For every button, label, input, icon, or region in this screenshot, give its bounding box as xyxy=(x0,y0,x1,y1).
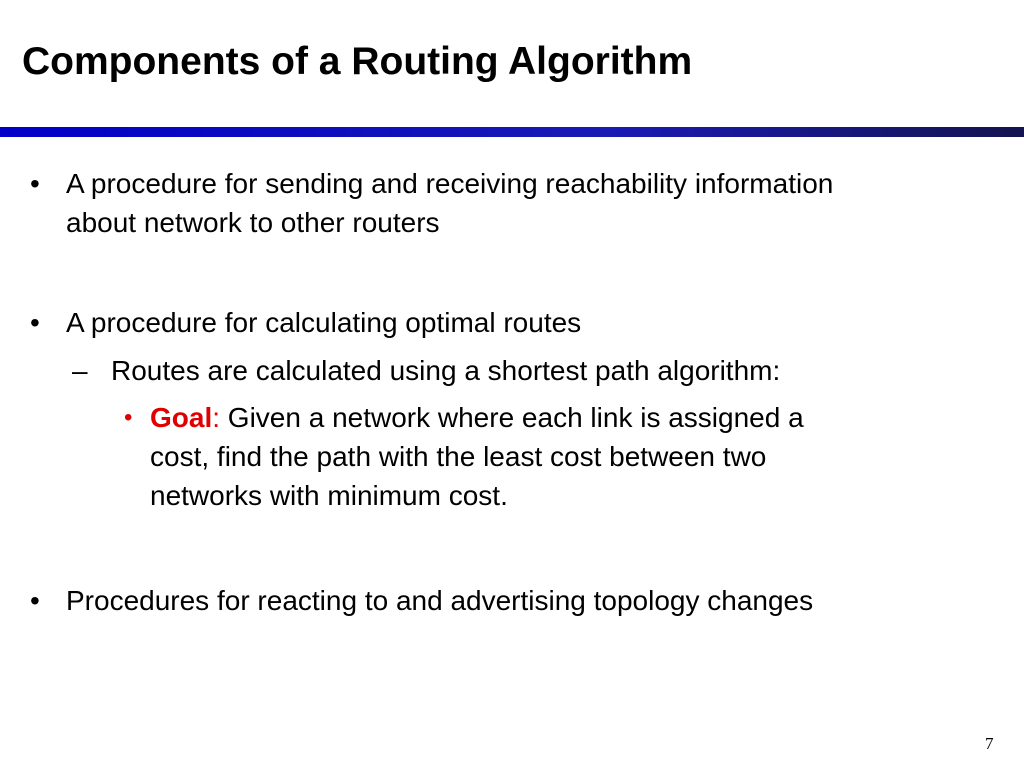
bullet-item-1-line-2: about network to other routers xyxy=(66,207,440,238)
sub-sub-bullet-text xyxy=(150,398,804,515)
sub-bullet-text: Routes are calculated using a shortest path algorithm: xyxy=(111,355,781,386)
title-divider xyxy=(0,127,1024,137)
bullet-item-3 xyxy=(30,581,814,620)
bullet-item-3-line-1: Procedures for reacting to and advertising topology changes xyxy=(66,585,814,616)
sub-sub-bullet-line-2: cost, find the path with the least cost between two xyxy=(150,441,767,472)
bullet-item-2-text xyxy=(66,303,581,342)
bullet-item-2 xyxy=(30,303,582,342)
bullet-item-1-line-1: A procedure for sending and receiving reachability information xyxy=(66,168,834,199)
bullet-marker: • xyxy=(30,585,40,616)
bullet-marker: • xyxy=(30,168,40,199)
bullet-marker: • xyxy=(30,307,40,338)
sub-bullet-item xyxy=(72,351,781,390)
sub-sub-bullet-marker: • xyxy=(124,404,133,431)
bullet-item-1-text xyxy=(66,164,833,242)
goal-colon: : xyxy=(212,402,221,433)
page-number: 7 xyxy=(985,734,994,753)
goal-line-1: Given a network where each link is assigned a xyxy=(227,402,804,433)
bullet-item-1 xyxy=(30,164,834,238)
bullet-item-2-line-1: A procedure for calculating optimal routes xyxy=(66,307,582,338)
slide-title: Components of a Routing Algorithm xyxy=(22,40,693,83)
sub-sub-bullet-line-3: networks with minimum cost. xyxy=(150,480,508,511)
bullet-item-3-text xyxy=(66,581,813,620)
sub-sub-bullet-line-1 xyxy=(150,398,804,437)
goal-label: Goal xyxy=(150,402,213,433)
dash-marker: – xyxy=(72,355,88,386)
